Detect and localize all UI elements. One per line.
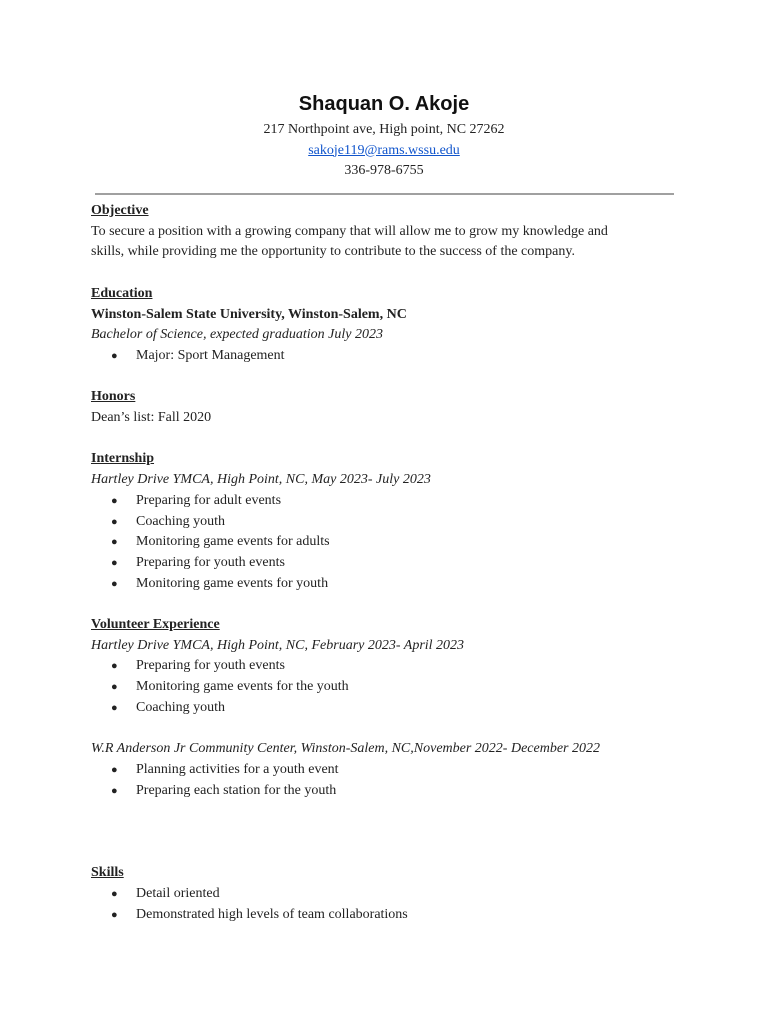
phone-number: 336-978-6755 bbox=[344, 163, 424, 178]
list-item: ● Preparing for adult events bbox=[91, 491, 671, 512]
volunteer-list-1 bbox=[91, 656, 671, 718]
bullet-icon: ● bbox=[111, 660, 118, 673]
objective-text-line-2: skills, while providing me the opportunity to contribute to the success of the company. bbox=[91, 244, 575, 260]
volunteer-org-1: Hartley Drive YMCA, High Point, NC, February 2023- April 2023 bbox=[91, 637, 465, 653]
bullet-icon: ● bbox=[111, 784, 118, 797]
list-item: ● Coaching youth bbox=[91, 698, 671, 719]
header-divider bbox=[95, 193, 674, 195]
list-item: ● Detail oriented bbox=[91, 884, 671, 905]
email-link[interactable]: sakoje119@rams.wssu.edu bbox=[308, 142, 460, 158]
education-heading: Education bbox=[91, 285, 153, 301]
internship-org: Hartley Drive YMCA, High Point, NC, May 2023- July 2023 bbox=[91, 472, 431, 488]
volunteer-heading: Volunteer Experience bbox=[91, 617, 220, 632]
volunteer-list-2 bbox=[91, 760, 671, 801]
volunteer-org-2: W.R Anderson Jr Community Center, Winston-Salem, NC,November 2022- December 2022 bbox=[91, 741, 600, 757]
list-item: ● Monitoring game events for adults bbox=[91, 532, 671, 553]
degree-line: Bachelor of Science, expected graduation July 2023 bbox=[91, 327, 383, 343]
bullet-icon: ● bbox=[111, 494, 118, 507]
skills-list bbox=[91, 884, 671, 925]
bullet-icon: ● bbox=[111, 763, 118, 776]
bullet-icon: ● bbox=[111, 888, 118, 901]
objective-text-line-1: To secure a position with a growing company that will allow me to grow my knowledge and bbox=[91, 223, 608, 239]
bullet-icon: ● bbox=[111, 556, 118, 569]
internship-heading: Internship bbox=[91, 451, 155, 467]
list-item: ● Preparing for youth events bbox=[91, 553, 671, 574]
objective-heading: Objective bbox=[91, 203, 149, 218]
bullet-icon: ● bbox=[111, 681, 118, 694]
list-item: ● Monitoring game events for youth bbox=[91, 574, 671, 595]
bullet-icon: ● bbox=[111, 577, 118, 590]
resume-header bbox=[0, 90, 768, 182]
bullet-icon: ● bbox=[111, 515, 118, 528]
internship-list bbox=[91, 491, 671, 595]
honors-heading: Honors bbox=[91, 389, 136, 405]
list-item: ● Coaching youth bbox=[91, 512, 671, 533]
resume-body bbox=[91, 201, 671, 926]
list-item: ● Demonstrated high levels of team collaborations bbox=[91, 905, 671, 926]
address: 217 Northpoint ave, High point, NC 27262 bbox=[263, 122, 505, 137]
list-item: ● Major: Sport Management bbox=[91, 346, 671, 367]
candidate-name: Shaquan O. Akoje bbox=[298, 93, 470, 115]
bullet-icon: ● bbox=[111, 701, 118, 714]
bullet-icon: ● bbox=[111, 536, 118, 549]
bullet-icon: ● bbox=[111, 349, 118, 362]
list-item: ● Monitoring game events for the youth bbox=[91, 677, 671, 698]
list-item: ● Preparing for youth events bbox=[91, 656, 671, 677]
school-name: Winston-Salem State University, Winston-Salem, NC bbox=[91, 306, 407, 322]
skills-heading: Skills bbox=[91, 865, 124, 881]
list-item: ● Preparing each station for the youth bbox=[91, 781, 671, 802]
list-item: ● Planning activities for a youth event bbox=[91, 760, 671, 781]
honors-text: Dean’s list: Fall 2020 bbox=[91, 410, 212, 425]
education-list bbox=[91, 346, 671, 367]
bullet-icon: ● bbox=[111, 908, 118, 921]
